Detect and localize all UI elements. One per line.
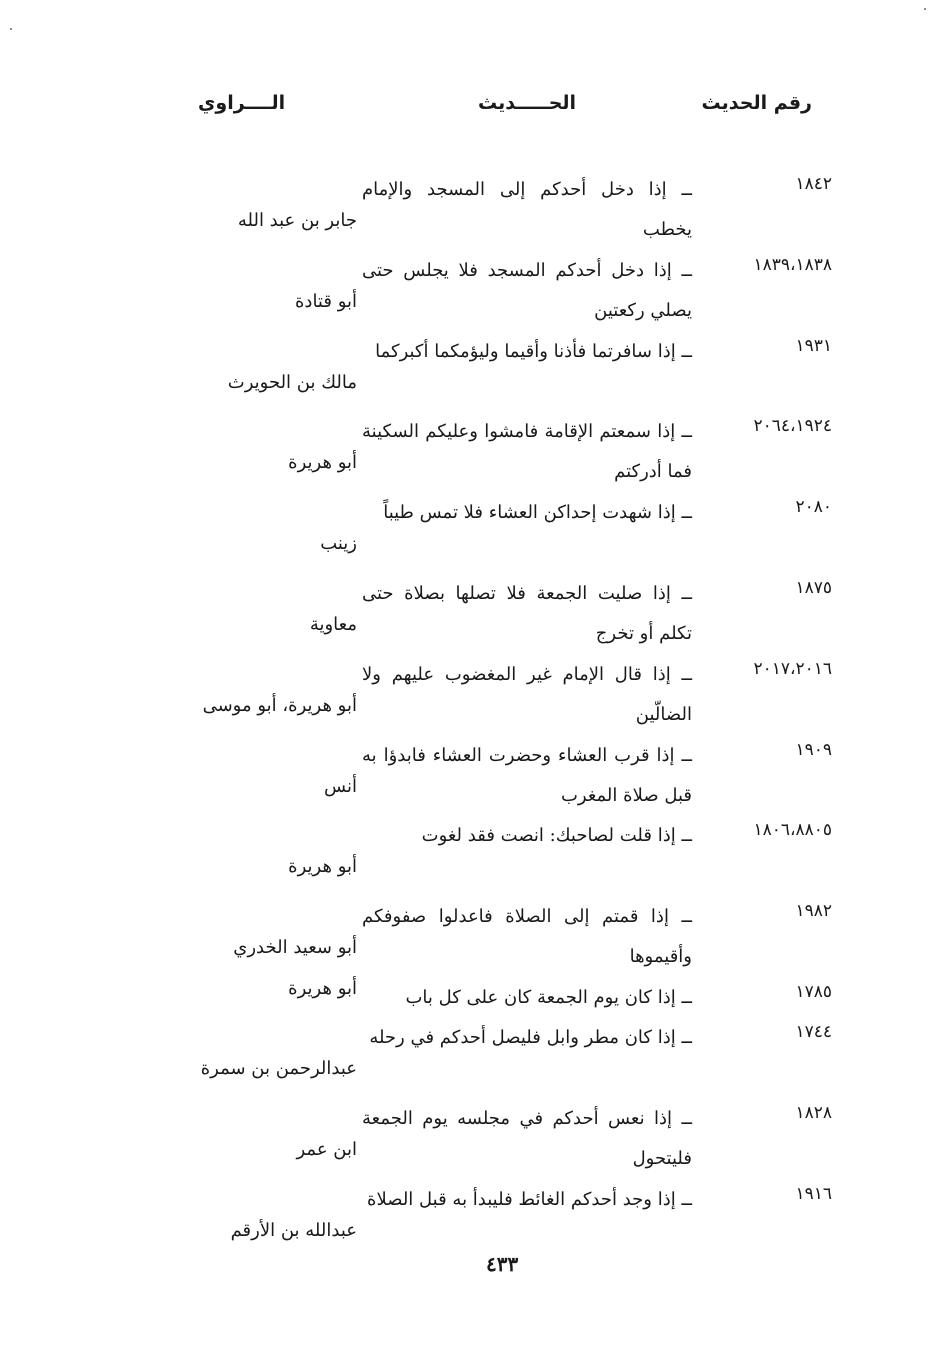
hadith-narrator: أبو قتادة (295, 290, 357, 312)
hadith-number: ١٧٨٥ (795, 981, 832, 1002)
hadith-text: ــ إذا قلت لصاحبك: انصت فقد لغوت (421, 825, 692, 847)
hadith-text: ــ إذا قمتم إلى الصلاة فاعدلوا صفوفكم وأقيموها (362, 906, 692, 968)
hadith-entry (0, 247, 940, 328)
hadith-entry (0, 570, 940, 651)
hadith-entry (0, 328, 940, 409)
hadith-number: ٢٠٨٠ (795, 497, 832, 518)
hadith-number: ١٩٨٢ (795, 901, 832, 922)
hadith-narrator: أنس (324, 775, 357, 797)
hadith-text: ــ إذا وجد أحدكم الغائط فليبدأ به قبل الصلاة (367, 1188, 692, 1210)
hadith-narrator: عبدالله بن الأرقم (230, 1219, 357, 1241)
hadith-entry (0, 974, 940, 1014)
hadith-entry (0, 408, 940, 489)
hadith-text: ــ إذا دخل أحدكم المسجد فلا يجلس حتى يصلي ركعتين (362, 259, 692, 321)
hadith-narrator: أبو هريرة، أبو موسى (202, 694, 357, 716)
hadith-text: ــ إذا نعس أحدكم في مجلسه يوم الجمعة فليتحول (362, 1108, 692, 1170)
hadith-number: ٢٠١٧،٢٠١٦ (753, 658, 832, 679)
hadith-narrator: أبو هريرة (288, 452, 357, 474)
column-header-number: رقم الحديث (701, 92, 812, 114)
hadith-text: ــ إذا دخل أحدكم إلى المسجد والإمام يخطب (362, 179, 692, 240)
hadith-number: ١٧٤٤ (795, 1022, 832, 1043)
hadith-number: ١٨٧٥ (795, 577, 832, 598)
hadith-text: ــ إذا قرب العشاء وحضرت العشاء فابدؤا به قبل صلاة المغرب (362, 744, 692, 806)
hadith-number: ١٨٢٨ (795, 1103, 832, 1124)
hadith-number: ١٨٣٩،١٨٣٨ (753, 254, 832, 275)
hadith-number: ١٩٠٩ (795, 739, 832, 760)
scan-speck (924, 8, 926, 10)
hadith-text: ــ إذا قال الإمام غير المغضوب عليهم ولا الضالّين (362, 663, 692, 725)
hadith-entry (0, 1176, 940, 1257)
hadith-text: ــ إذا كان يوم الجمعة كان على كل باب (405, 986, 692, 1008)
hadith-entry (0, 489, 940, 570)
hadith-narrator: أبو هريرة (288, 856, 357, 878)
hadith-narrator: جابر بن عبد الله (237, 210, 357, 231)
column-header-hadith: الحـــــديث (478, 92, 577, 114)
hadith-narrator: زينب (320, 533, 357, 555)
hadith-number: ١٨٤٢ (795, 174, 832, 194)
scan-speck (10, 28, 12, 30)
hadith-number: ٢٠٦٤،١٩٢٤ (753, 416, 832, 437)
hadith-narrator: معاوية (309, 613, 357, 635)
hadith-entry (0, 1014, 940, 1095)
hadith-entry (0, 893, 940, 974)
hadith-index-list (0, 166, 940, 1257)
hadith-narrator: أبو هريرة (288, 977, 357, 999)
hadith-narrator: عبدالرحمن بن سمرة (200, 1058, 357, 1080)
hadith-narrator: مالك بن الحويرث (227, 371, 357, 393)
hadith-number: ١٩١٦ (795, 1183, 832, 1204)
hadith-entry (0, 166, 940, 247)
hadith-narrator: ابن عمر (296, 1139, 357, 1161)
hadith-narrator: أبو سعيد الخدري (233, 937, 357, 959)
hadith-entry (0, 732, 940, 813)
hadith-text: ــ إذا شهدت إحداكن العشاء فلا تمس طيباً (383, 502, 692, 524)
hadith-entry (0, 651, 940, 732)
hadith-number: ١٨٠٦،٨٨٠٥ (753, 820, 832, 841)
hadith-text: ــ إذا صليت الجمعة فلا تصلها بصلاة حتى تكلم أو تخرج (362, 582, 692, 644)
hadith-entry (0, 1095, 940, 1176)
hadith-text: ــ إذا كان مطر وابل فليصل أحدكم في رحله (369, 1027, 692, 1049)
hadith-entry (0, 812, 940, 893)
hadith-text: ــ إذا سافرتما فأذنا وأقيما وليؤمكما أكبركما (375, 340, 692, 362)
hadith-number: ١٩٣١ (795, 335, 832, 356)
column-header-narrator: الــــراوي (198, 92, 286, 114)
hadith-text: ــ إذا سمعتم الإقامة فامشوا وعليكم السكينة فما أدركتم (362, 421, 692, 483)
page-number: ٤٣٣ (486, 1252, 519, 1276)
